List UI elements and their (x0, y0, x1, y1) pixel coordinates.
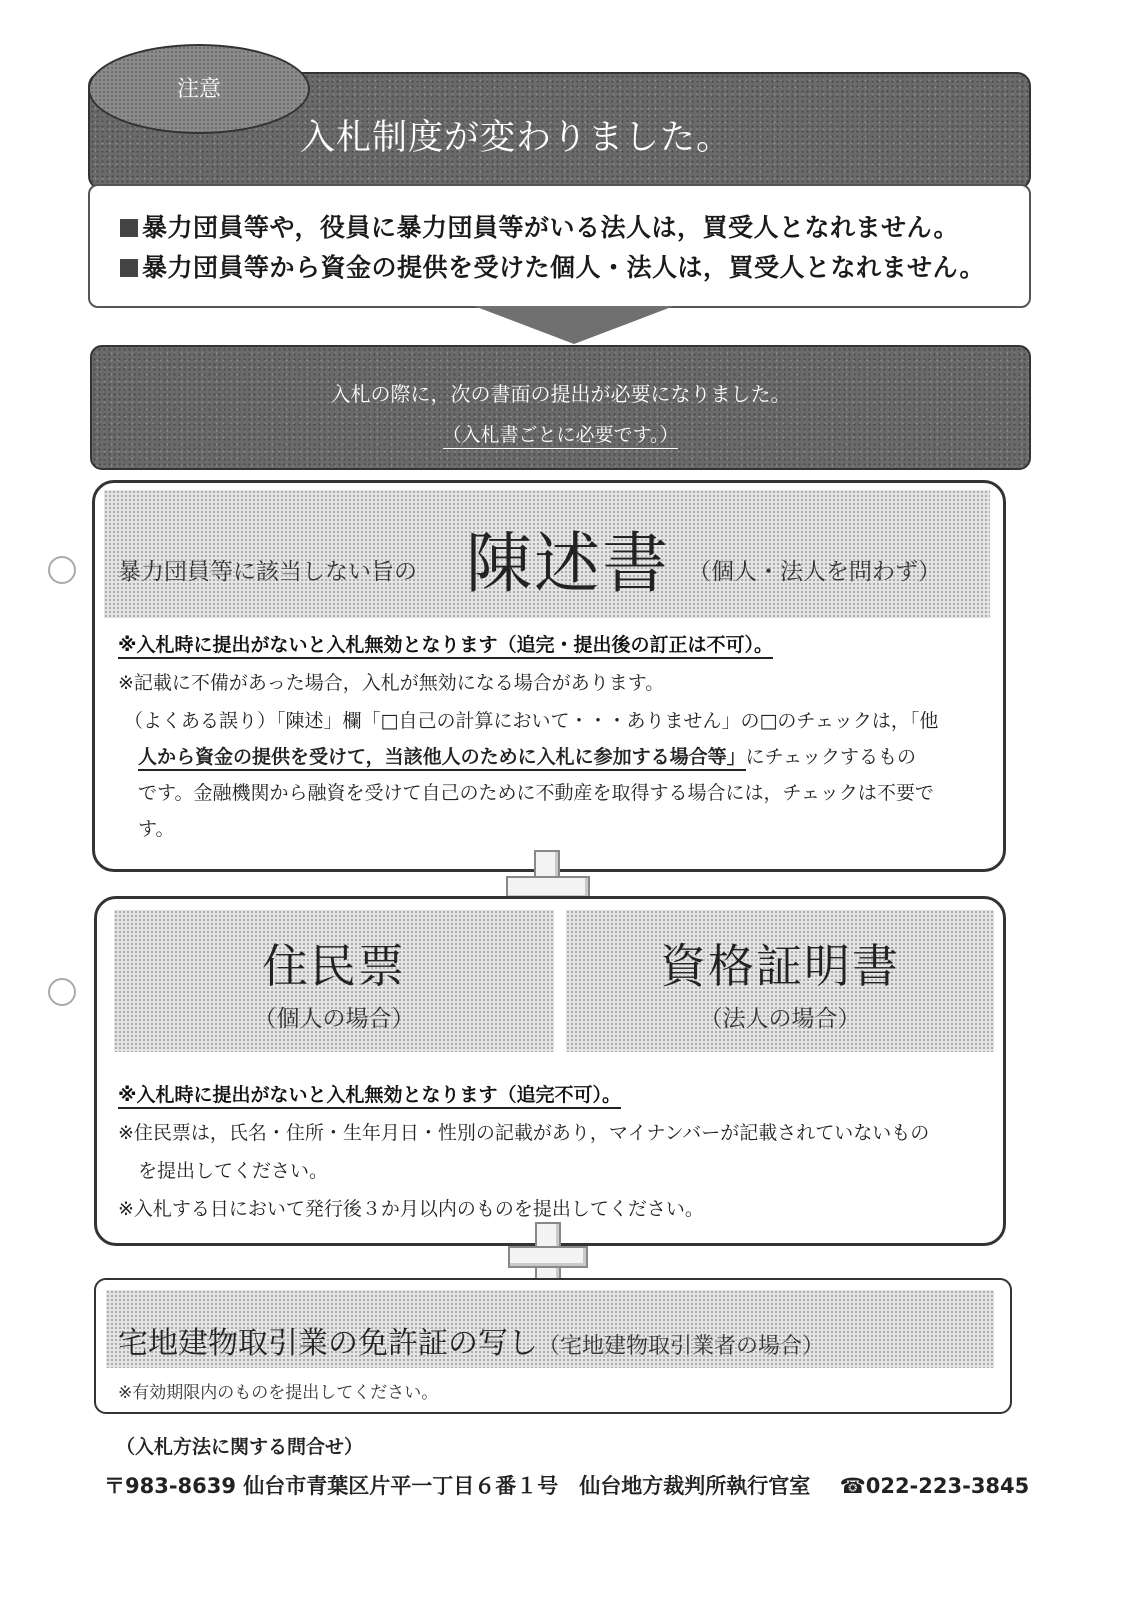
rules-box (88, 184, 1031, 308)
qualification-subtitle: （法人の場合） (699, 1006, 861, 1032)
resident-note: ※入札時に提出がないと入札無効となります（追完不可）。 (118, 1080, 621, 1107)
down-arrow-icon (474, 306, 674, 344)
binder-hole (48, 556, 76, 584)
resident-note: ※住民票は，氏名・住所・生年月日・性別の記載があり，マイナンバーが記載されていないもの (118, 1122, 930, 1144)
rule-item: 暴力団員等から資金の提供を受けた個人・法人は，買受人となれません。 (120, 248, 985, 284)
resident-card (114, 910, 554, 1052)
license-title: 宅地建物取引業の免許証の写し（宅地建物取引業者の場合） (118, 1326, 825, 1361)
statement-title: 陳述書 (466, 525, 670, 602)
contact-address: 〒983-8639 仙台市青葉区片平一丁目６番１号 仙台地方裁判所執行官室 ☎022-223-3845 (104, 1474, 1030, 1498)
resident-note: ※入札する日において発行後３か月以内のものを提出してください。 (118, 1198, 704, 1220)
requirement-text: 入札の際に，次の書面の提出が必要になりました。 (330, 382, 791, 406)
square-bullet-icon (120, 219, 138, 237)
page-title: 入札制度が変わりました。 (300, 118, 733, 158)
contact-phone: ☎022-223-3845 (839, 1474, 1030, 1498)
notice-label: 注意 (176, 77, 221, 102)
license-note: ※有効期限内のものを提出してください。 (118, 1383, 439, 1403)
statement-prefix: 暴力団員等に該当しない旨の (118, 559, 417, 585)
square-bullet-icon (120, 259, 138, 277)
resident-subtitle: （個人の場合） (253, 1006, 415, 1032)
license-suffix: （宅地建物取引業者の場合） (538, 1334, 825, 1359)
statement-mistake: 人から資金の提供を受けて，当該他人のために入札に参加する場合等」にチェックするもの (138, 742, 916, 769)
contact-label: （入札方法に関する問合せ） (116, 1436, 364, 1458)
statement-mistake: （よくある誤り）「陳述」欄「□自己の計算において・・・ありません」の□のチェックは，「他 (124, 710, 939, 732)
statement-mistake: です。金融機関から融資を受けて自己のために不動産を取得する場合には，チェックは不要で (138, 782, 934, 804)
statement-suffix: （個人・法人を問わず） (688, 559, 941, 585)
qualification-card (566, 910, 994, 1052)
statement-mistake: す。 (138, 818, 175, 840)
resident-note: を提出してください。 (138, 1160, 329, 1182)
requirement-banner (90, 345, 1031, 470)
statement-note: ※記載に不備があった場合，入札が無効になる場合があります。 (118, 672, 665, 694)
qualification-title: 資格証明書 (660, 939, 900, 993)
resident-title: 住民票 (262, 939, 406, 993)
statement-note: ※入札時に提出がないと入札無効となります（追完・提出後の訂正は不可）。 (118, 630, 773, 657)
requirement-subtext: （入札書ごとに必要です。） (90, 420, 1031, 447)
binder-hole (48, 978, 76, 1006)
rule-item: 暴力団員等や，役員に暴力団員等がいる法人は，買受人となれません。 (120, 208, 959, 244)
